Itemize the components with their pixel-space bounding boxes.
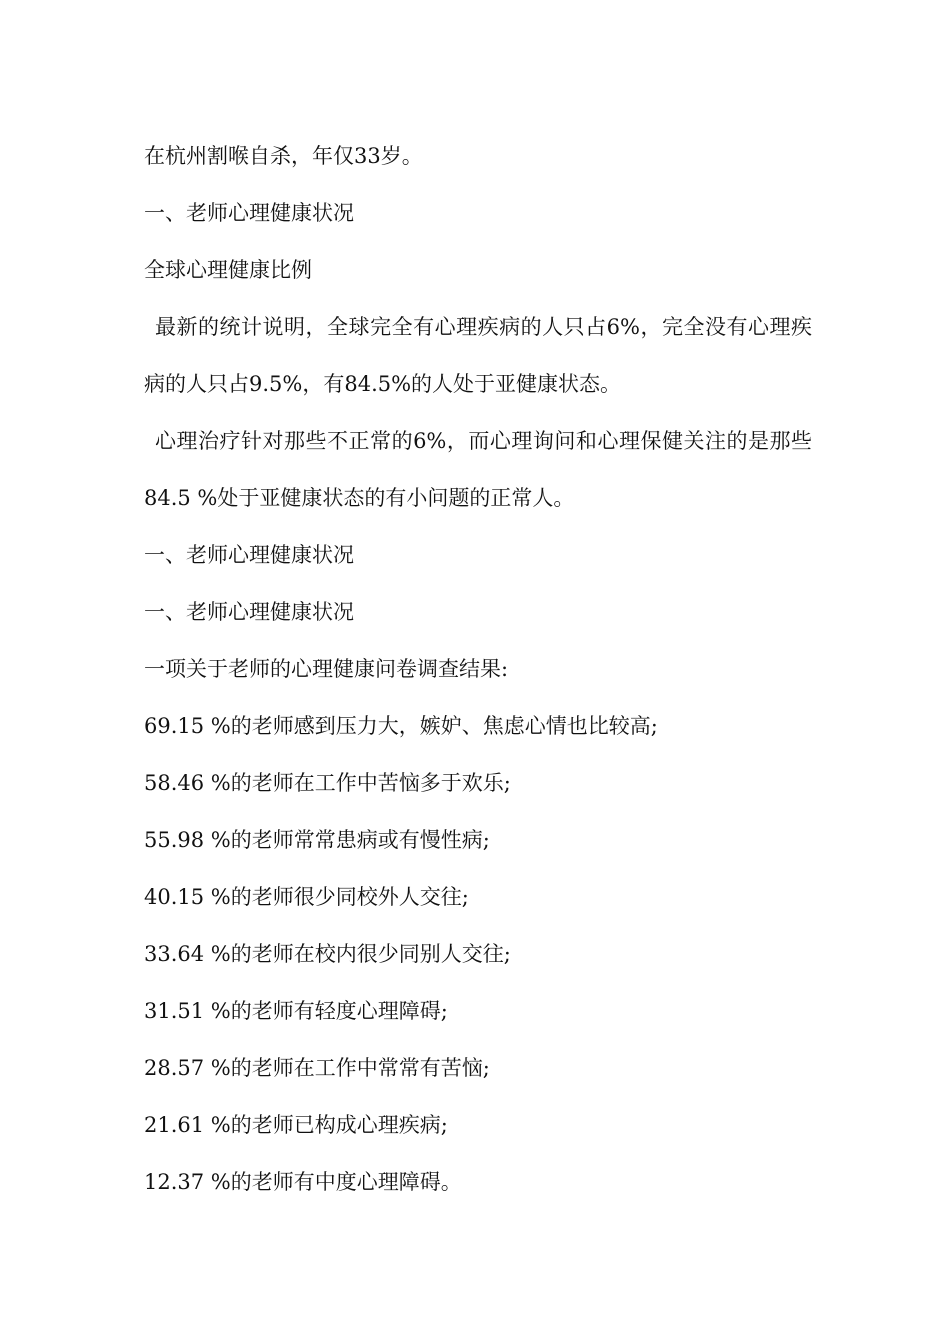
section-heading: 一、老师心理健康状况 (144, 600, 354, 624)
survey-item: 12.37 %的老师有中度心理障碍。 (144, 1170, 462, 1194)
survey-item: 58.46 %的老师在工作中苦恼多于欢乐; (144, 771, 511, 795)
paragraph: 心理治疗针对那些不正常的6%，而心理询问和心理保健关注的是那些84.5 %处于亚健康状态的有小问题的正常人。 (144, 429, 812, 510)
survey-item: 31.51 %的老师有轻度心理障碍; (144, 999, 448, 1023)
section-heading: 一、老师心理健康状况 (144, 201, 354, 225)
text-line: 在杭州割喉自杀，年仅33岁。 (144, 144, 423, 168)
survey-intro: 一项关于老师的心理健康问卷调查结果: (144, 657, 509, 681)
survey-item: 21.61 %的老师已构成心理疾病; (144, 1113, 448, 1137)
section-heading: 一、老师心理健康状况 (144, 543, 354, 567)
survey-item: 28.57 %的老师在工作中常常有苦恼; (144, 1056, 490, 1080)
survey-item: 40.15 %的老师很少同校外人交往; (144, 885, 469, 909)
subheading: 全球心理健康比例 (144, 258, 312, 282)
survey-item: 55.98 %的老师常常患病或有慢性病; (144, 828, 490, 852)
survey-item: 33.64 %的老师在校内很少同别人交往; (144, 942, 511, 966)
paragraph: 最新的统计说明，全球完全有心理疾病的人只占6%，完全没有心理疾病的人只占9.5%，有84.5%的人处于亚健康状态。 (144, 315, 812, 396)
survey-item: 69.15 %的老师感到压力大，嫉妒、焦虑心情也比较高; (144, 714, 658, 738)
document-body (144, 128, 812, 1211)
